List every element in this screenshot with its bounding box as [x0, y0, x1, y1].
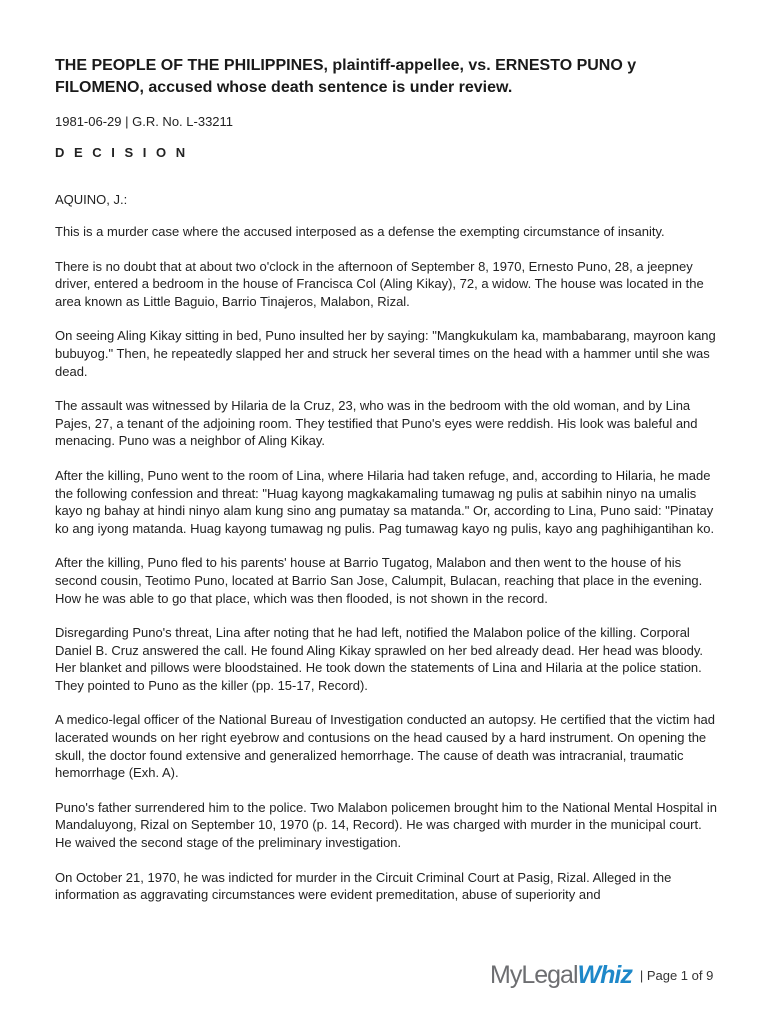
paragraph: Disregarding Puno's threat, Lina after noting that he had left, notified the Malabon police of the killing. Corporal Daniel B. Cruz answered the call. He found Aling Kikay sprawled on her bed already dead. Her head was bloody. Her blanket and pillows were bloodstained. He took down the statements of Lina and Hilaria at the police station. They pointed to Puno as the killer (pp. 15-17, Record).: [55, 625, 703, 693]
document-page: [55, 55, 720, 921]
paragraph: The assault was witnessed by Hilaria de la Cruz, 23, who was in the bedroom with the old woman, and by Lina Pajes, 27, a tenant of the adjoining room. They testified that Puno's eyes were reddish. His look was baleful and menacing. Puno was a neighbor of Aling Kikay.: [55, 398, 698, 449]
paragraph: After the killing, Puno fled to his parents' house at Barrio Tugatog, Malabon and then went to the house of his second cousin, Teotimo Puno, located at Barrio San Jose, Calumpit, Bulacan, reaching that place in the evening. How he was able to go that place, which was then flooded, is not shown in the record.: [55, 555, 703, 606]
case-title: THE PEOPLE OF THE PHILIPPINES, plaintiff-appellee, vs. ERNESTO PUNO y FILOMENO, accused whose death sentence is under review.: [55, 57, 637, 96]
page-number: | Page 1 of 9: [639, 967, 714, 983]
paragraph: This is a murder case where the accused interposed as a defense the exempting circumstance of insanity.: [55, 224, 665, 239]
paragraph: A medico-legal officer of the National Bureau of Investigation conducted an autopsy. He certified that the victim had lacerated wounds on her right eyebrow and contusions on the head caused by a hard instrument. On opening the skull, the doctor found extensive and generalized hemorrhage. The cause of death was intracranial, traumatic hemorrhage (Exh. A).: [55, 712, 716, 781]
paragraph: On seeing Aling Kikay sitting in bed, Puno insulted her by saying: "Mangkukulam ka, mambabarang, mayroon kang bubuyog." Then, he repeatedly slapped her and struck her several times on the head with a hammer until she was dead.: [55, 328, 716, 379]
decision-heading: D E C I S I O N: [55, 145, 189, 160]
logo-legal-text: Legal: [521, 961, 578, 989]
logo-whiz-text: Whiz: [577, 961, 632, 989]
page-footer: [490, 960, 713, 990]
paragraph: There is no doubt that at about two o'clock in the afternoon of September 8, 1970, Ernesto Puno, 28, a jeepney driver, entered a bedroom in the house of Francisca Col (Aling Kikay), 72, a widow. The house was located in the area known as Little Baguio, Barrio Tinajeros, Malabon, Rizal.: [55, 258, 704, 309]
logo-my-text: My: [490, 961, 522, 989]
mylegalwhiz-logo[interactable]: [490, 960, 632, 990]
paragraph: Puno's father surrendered him to the police. Two Malabon policemen brought him to the National Mental Hospital in Mandaluyong, Rizal on September 10, 1970 (p. 14, Record). He was charged with murder in the municipal court. He waived the second stage of the preliminary investigation.: [55, 799, 718, 851]
paragraph: On October 21, 1970, he was indicted for murder in the Circuit Criminal Court at Pasig, Rizal. Alleged in the information as aggravating circumstances were evident premeditation, abuse of superiority and: [55, 869, 672, 903]
case-meta: 1981-06-29 | G.R. No. L-33211: [55, 114, 234, 129]
paragraph: After the killing, Puno went to the room of Lina, where Hilaria had taken refuge, and, according to Hilaria, he made the following confession and threat: "Huag kayong magkakamaling tumawag ng pulis at sabihin ninyo na umalis kayo ng bahay at hindi ninyo alam kung sino ang pumatay sa matanda." Or, according to Lina, Puno said: "Pinatay ko ang iyong matanda. Huag kayong tumawag ng pulis. Pag tumawag kayo ng pulis, kayo ang paghihigantihan ko.: [55, 467, 715, 536]
ponente: AQUINO, J.:: [55, 192, 128, 207]
